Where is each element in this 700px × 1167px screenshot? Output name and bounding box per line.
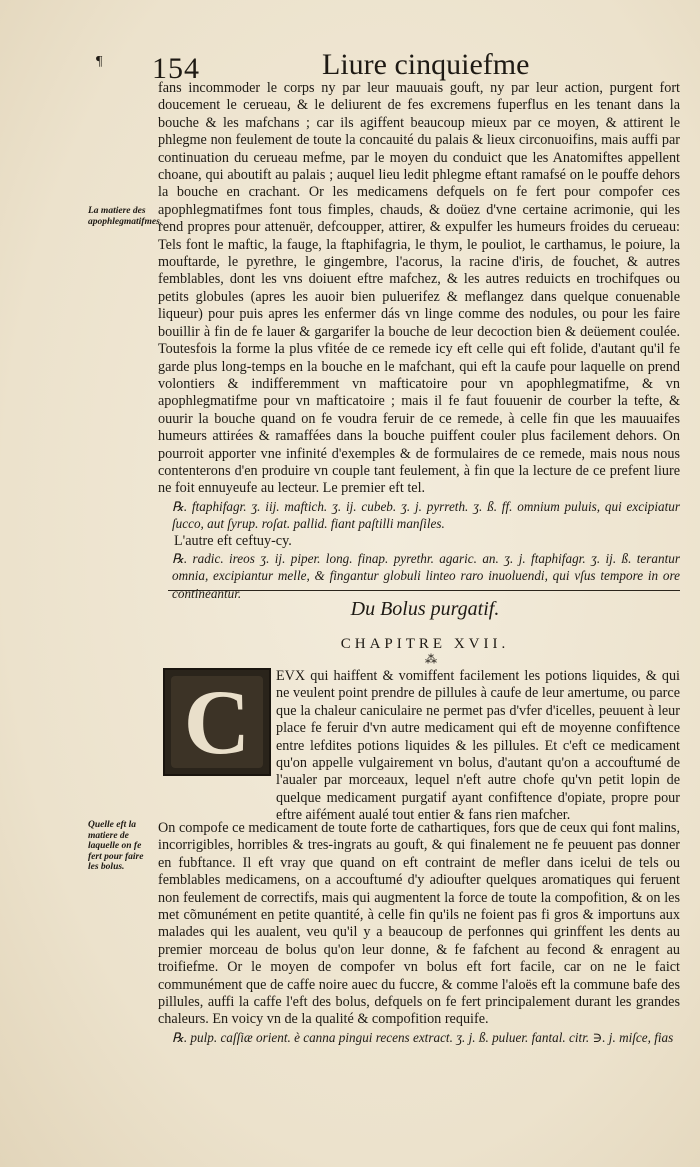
recipe-formula: ℞. ftaphifagr. ʒ. iij. maftich. ʒ. ij. cubeb. ʒ. j. pyrreth. ʒ. ß. ff. omnium puluis, qui excipiatur ſucco, aut ſyrup. roſat. pallid. fiant paſtilli manſiles. [172, 498, 680, 532]
marginal-note: Quelle eft la matiere de laquelle on fe fert pour faire les bolus. [88, 820, 144, 872]
decorated-initial [163, 668, 271, 776]
initial-letter: C [183, 671, 251, 773]
transition-line: L'autre eft ceftuy-cy. [174, 532, 292, 549]
body-text-block [158, 80, 680, 602]
section-divider [168, 590, 680, 591]
chapter-opening-text: EVX qui haiffent & vomiffent facilement les potions liquides, & qui ne veulent point prendre de pillules à caufe de leur amertume, ou parce que la chaleur caniculaire ne permet pas d'vfer d'icelles, peuuent à leur place fe feruir d'vn autre medicament qui eft de moyenne confiftence entre lefdites potions liquides & les pillules. Et c'eft ce medicament qu'on appelle vulgairement vn bolus, d'autant qu'on a accouftumé de l'aualer par morceaux, lequel n'eft autre chofe qu'vn petit lopin de quelque medicament purgatif ayant confiftence d'opiate, propre pour eftre aifément aualé tout entier & fans rien mafcher. [276, 668, 680, 824]
chapter-heading: CHAPITRE XVII. [340, 636, 510, 652]
ornament: ⁂ [425, 652, 437, 666]
marginal-note: La matiere des apophlegmatifmes. [88, 206, 163, 227]
running-title: Liure cinquiefme [322, 48, 530, 81]
section-title: Du Bolus purgatif. [350, 598, 500, 620]
margin-mark: ¶ [96, 54, 103, 69]
recipe-formula: ℞. radic. ireos ʒ. ij. piper. long. finap. pyrethr. agaric. an. ʒ. j. ftaphifagr. ʒ. ij. ß. terantur omnia, excipiantur melle, & fingantur globuli linteo raro inuoluendi, qui vſus tempore in ore contineantur. [172, 550, 680, 601]
paragraph: On compofe ce medicament de toute forte de cathartiques, fors que de ceux qui font malins, incorrigibles, horribles & tres-ingrats au gouft, & qui finalement ne fe peuuent pas donner en fubftance. Il eft vray que quand on eft contraint de mefler dans icelui de tels ou femblables medicamens, on a accouftumé d'y adioufter quelques aromatiques qui feruent non feulement de correctifs, mais qui augmentent la force de toute la compofition, & on les met cõmunément en petite quantité, à celle fin qu'ils ne foient pas fi gros & importuns aux malades qui les aualent, veu qu'il y a beaucoup de perfonnes qui grinffent les dents au premier morceau de bolus qu'on leur donne, & fe fafchent au fecond & enragent au troifiefme. Or le moyen de compofer vn bolus eft fort facile, car on ne le faict communément que de caffe noire auec du fuccre, & comme l'aloës eft la commune bafe des pillules, auffi la caffe l'eft des bolus, defquels on fe fert principalement durant les grandes chaleurs. En voicy vn de la qualité & compofition requife. [158, 820, 680, 1028]
recipe-formula: ℞. pulp. caſſiæ orient. è canna pingui recens extract. ʒ. j. ß. puluer. fantal. citr. ∋. j. miſce, fias [172, 1029, 674, 1045]
paragraph: fans incommoder le corps ny par leur mauuais gouft, ny par leur action, purgent fort doucement le cerueau, & le deliurent de fes excremens fuperflus en les tenant dans la bouche & les mafchans ; car ils agiffent beaucoup mieux par ce moyen, & attirent le phlegme non feulement de toute la concauité du palais & lieux circonuoifins, mais auffi par continuation du cerueau mefme, par le moyen du conduict que les Anatomiftes appellent choane, qui aboutift au palais ; auquel lieu ledit phlegme eftant ramafsé on le pouffe dehors la bouche en crachant. Or les medicamens defquels on fe fert pour compofer ces apophlegmatifmes font tous fimples, chauds, & doüez d'vne certaine acrimonie, qui les rend propres pour attenuër, defcoupper, attirer, & expulfer les humeurs froides du cerueau: Tels font le maftic, la fauge, la ftaphifagria, le thym, le pouliot, le carthamus, le poiure, la mouftarde, le pyrethre, le gingembre, l'acorus, la racine d'iris, de fouchet, & autres femblables, dont les vns doiuent eftre mafchez, & les autres reduicts en trochifques ou petits globules (apres les auoir bien puluerifez & meflangez dans quelque conuenable liqueur) pour puis apres les enfermer dás vn linge comme des nodules, ou pour les faire bouillir à fin de fe lauer & gargarifer la bouche de leur decoction bien & deüement coulée. Toutesfois la forme la plus vfitée de ce remede icy eft celle qui eft folide, d'autant qu'il fe garde plus long-temps en la bouche en le mafchant, qui eft la caufe pour laquelle on prend volontiers & indifferemment vn mafticatoire pour vn apophlegmatifme, & vn apophlegmatifme pour vn mafticatoire ; mais il fe faut fouuenir de courber la tefte, & ouurir la bouche quand on fe voudra feruir de ce remede, à celle fin que les mauuaifes humeurs attirées & ramaffées dans la bouche puiffent couler plus facilement dehors. On pourroit apporter vne infinité d'exemples & de formulaires de ce remede, mais nous nous contenterons d'en produire vn couple tant feulement, à fin que la lecture de ce prefent liure ne foit ennuyeufe au lecteur. Le premier eft tel. [158, 80, 680, 497]
page-number: 154 [152, 52, 200, 85]
body-text-block [158, 820, 680, 1046]
